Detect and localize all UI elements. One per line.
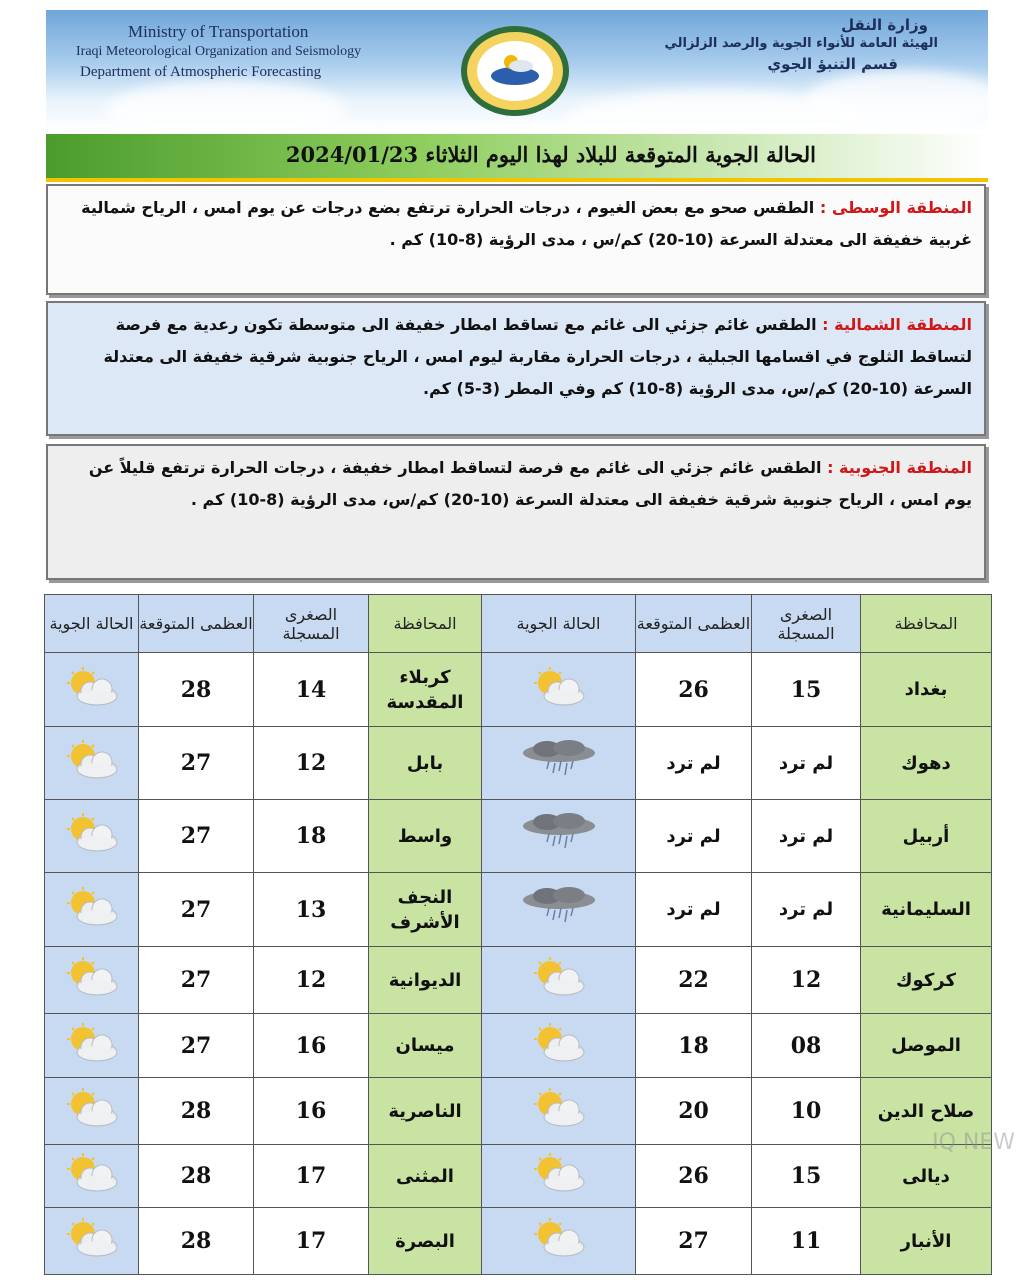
table-row <box>45 727 992 800</box>
min-temp <box>254 800 369 873</box>
english-header <box>76 22 361 81</box>
partly-cloudy-icon <box>530 667 588 713</box>
max-temp <box>636 873 752 947</box>
partly-cloudy-icon <box>63 813 121 859</box>
weather-cell <box>482 1014 636 1078</box>
max-temp <box>139 800 254 873</box>
table-row <box>45 873 992 947</box>
max-temp-text: 27 <box>180 750 212 776</box>
partly-cloudy-icon <box>530 957 588 1003</box>
weather-cell <box>482 1208 636 1275</box>
max-temp-text: 22 <box>678 967 709 993</box>
min-temp <box>752 1014 861 1078</box>
max-temp-text: 20 <box>678 1098 709 1124</box>
weather-cell <box>45 800 139 873</box>
weather-cell <box>45 653 139 727</box>
min-temp <box>254 1208 369 1275</box>
min-temp <box>254 947 369 1014</box>
min-temp <box>752 1145 861 1208</box>
min-temp <box>254 1014 369 1078</box>
weather-cell <box>45 727 139 800</box>
max-temp <box>139 873 254 947</box>
ar-department: قسم التنبؤ الجوي <box>767 55 898 73</box>
table-row <box>45 653 992 727</box>
province-name <box>861 800 992 873</box>
partly-cloudy-icon <box>530 1088 588 1134</box>
header-weather: الحالة الجوية <box>45 595 139 653</box>
province-name <box>369 800 482 873</box>
max-temp-text: 28 <box>180 1098 212 1124</box>
province-name-text: صلاح الدين <box>877 1100 975 1122</box>
max-temp <box>636 1014 752 1078</box>
organization-logo <box>459 24 571 118</box>
min-temp <box>752 947 861 1014</box>
max-temp <box>139 1208 254 1275</box>
region-central-name: المنطقة الوسطى : <box>819 198 972 217</box>
max-temp-text: 26 <box>678 676 709 703</box>
max-temp <box>636 800 752 873</box>
min-temp-text: 10 <box>790 1098 822 1124</box>
min-temp-text: لم ترد <box>778 899 834 920</box>
en-department: Department of Atmospheric Forecasting <box>80 64 322 80</box>
min-temp <box>254 1145 369 1208</box>
rain-cloud-icon <box>517 739 601 787</box>
min-temp <box>752 727 861 800</box>
max-temp <box>139 947 254 1014</box>
table-header-row <box>45 595 992 653</box>
min-temp <box>254 727 369 800</box>
min-temp-text: 11 <box>790 1228 822 1254</box>
weather-cell <box>482 1078 636 1145</box>
min-temp-text: 13 <box>295 896 327 923</box>
partly-cloudy-icon <box>63 667 121 713</box>
ar-organization: الهيئة العامة للأنواء الجوية والرصد الزلزالي <box>664 36 938 51</box>
province-name-text: ديالى <box>902 1165 950 1187</box>
province-name <box>861 947 992 1014</box>
min-temp-text: 12 <box>790 967 822 993</box>
province-name-text: واسط <box>397 825 453 847</box>
province-name-text: الأنبار <box>900 1230 952 1252</box>
partly-cloudy-icon <box>63 740 121 786</box>
partly-cloudy-icon <box>63 1023 121 1069</box>
partly-cloudy-icon <box>63 1218 121 1264</box>
header-max: العظمى المتوقعة <box>636 595 752 653</box>
partly-cloudy-icon <box>63 1088 121 1134</box>
region-south-text: الطقس غائم جزئي الى غائم مع فرصة لتساقط امطار خفيفة ، درجات الحرارة ترتفع قليلاً عن يوم امس ، الرياح جنوبية شرقية خفيفة الى معتدلة السرعة (10-20) كم/س، مدى الرؤية (8-10) كم . <box>88 458 972 509</box>
region-north-text: الطقس غائم جزئي الى غائم مع تساقط امطار خفيفة الى متوسطة تكون رعدية مع فرصة لتساقط الثلوج في اقسامها الجبلية ، درجات الحرارة مقاربة ليوم امس ، الرياح جنوبية شرقية خفيفة الى معتدلة السرعة (10-20) كم/س، مدى الرؤية (8-10) كم وفي المطر (3-5) كم. <box>103 315 972 398</box>
province-name <box>369 1208 482 1275</box>
page-title: الحالة الجوية المتوقعة للبلاد لهذا اليوم الثلاثاء 2024/01/23 <box>285 142 816 167</box>
province-name <box>369 727 482 800</box>
partly-cloudy-icon <box>63 887 121 933</box>
province-name-text: الناصرية <box>388 1100 462 1122</box>
weather-cell <box>482 873 636 947</box>
min-temp <box>752 1078 861 1145</box>
weather-cell <box>45 1208 139 1275</box>
weather-cell <box>482 947 636 1014</box>
forecast-table <box>44 594 992 1275</box>
min-temp-text: 15 <box>790 676 822 703</box>
min-temp <box>752 800 861 873</box>
province-name <box>369 1014 482 1078</box>
province-name <box>861 727 992 800</box>
province-name-text: كركوك <box>896 969 956 991</box>
header-min: الصغرى المسجلة <box>254 595 369 653</box>
weather-cell <box>45 1014 139 1078</box>
max-temp <box>636 727 752 800</box>
partly-cloudy-icon <box>530 1153 588 1199</box>
max-temp <box>636 653 752 727</box>
weather-cell <box>482 653 636 727</box>
min-temp <box>752 653 861 727</box>
min-temp-text: 16 <box>295 1098 327 1124</box>
max-temp <box>139 1014 254 1078</box>
max-temp-text: لم ترد <box>666 752 721 774</box>
max-temp <box>636 947 752 1014</box>
table-row <box>45 1078 992 1145</box>
province-name-text: البصرة <box>395 1230 455 1252</box>
partly-cloudy-icon <box>63 1153 121 1199</box>
region-central-text: الطقس صحو مع بعض الغيوم ، درجات الحرارة ترتفع بضع درجات عن يوم امس ، الرياح شمالية غربية خفيفة الى معتدلة السرعة (10-20) كم/س ، مدى الرؤية (8-10) كم . <box>81 198 972 249</box>
region-south <box>46 444 986 580</box>
header-weather: الحالة الجوية <box>482 595 636 653</box>
province-name <box>861 1014 992 1078</box>
table-row <box>45 1145 992 1208</box>
min-temp-text: 16 <box>295 1032 327 1059</box>
region-central <box>46 184 986 295</box>
province-name-text: أربيل <box>902 825 950 847</box>
table-row <box>45 1014 992 1078</box>
partly-cloudy-icon <box>530 1218 588 1264</box>
province-name-text: المثنى <box>396 1165 454 1187</box>
min-temp-text: 15 <box>790 1163 822 1189</box>
weather-cell <box>45 873 139 947</box>
min-temp <box>254 653 369 727</box>
max-temp <box>139 1078 254 1145</box>
max-temp-text: 27 <box>180 1032 212 1059</box>
header-min: الصغرى المسجلة <box>752 595 861 653</box>
weather-cell <box>45 947 139 1014</box>
province-name-text: النجف الأشرف <box>390 886 460 933</box>
province-name <box>369 947 482 1014</box>
min-temp-text: 17 <box>295 1163 327 1189</box>
province-name-text: الديوانية <box>388 969 462 991</box>
en-ministry: Ministry of Transportation <box>128 22 309 41</box>
region-north <box>46 301 986 436</box>
weather-cell <box>482 727 636 800</box>
watermark: IQ NEW <box>932 1130 1015 1155</box>
max-temp <box>139 653 254 727</box>
province-name <box>861 1208 992 1275</box>
min-temp-text: لم ترد <box>778 752 834 774</box>
min-temp-text: 12 <box>295 750 327 776</box>
province-name-text: السليمانية <box>881 899 971 920</box>
max-temp-text: 27 <box>180 967 212 993</box>
weather-cell <box>482 800 636 873</box>
min-temp <box>752 1208 861 1275</box>
title-bar <box>46 134 988 182</box>
max-temp-text: 28 <box>180 1228 212 1254</box>
weather-cell <box>45 1145 139 1208</box>
max-temp-text: 27 <box>180 896 212 923</box>
min-temp-text: لم ترد <box>778 825 834 847</box>
min-temp-text: 17 <box>295 1228 327 1254</box>
province-name-text: ميسان <box>395 1035 455 1056</box>
max-temp-text: لم ترد <box>666 825 721 847</box>
table-row <box>45 947 992 1014</box>
region-north-name: المنطقة الشمالية : <box>822 315 972 334</box>
header-province: المحافظة <box>861 595 992 653</box>
header-max: العظمى المتوقعة <box>139 595 254 653</box>
min-temp <box>254 873 369 947</box>
max-temp <box>636 1208 752 1275</box>
min-temp-text: 08 <box>790 1032 822 1059</box>
province-name <box>369 1078 482 1145</box>
max-temp-text: 28 <box>180 676 212 703</box>
province-name <box>369 873 482 947</box>
min-temp <box>752 873 861 947</box>
partly-cloudy-icon <box>530 1023 588 1069</box>
province-name-text: بغداد <box>904 679 948 700</box>
max-temp-text: 27 <box>180 823 212 849</box>
max-temp-text: 26 <box>678 1163 709 1189</box>
table-row <box>45 800 992 873</box>
rain-cloud-icon <box>517 812 601 860</box>
arabic-header <box>664 16 938 73</box>
max-temp <box>139 1145 254 1208</box>
max-temp-text: 27 <box>678 1228 709 1254</box>
en-organization: Iraqi Meteorological Organization and Seismology <box>76 44 362 59</box>
province-name <box>369 1145 482 1208</box>
partly-cloudy-icon <box>63 957 121 1003</box>
region-south-name: المنطقة الجنوبية : <box>827 458 972 477</box>
province-name-text: دهوك <box>901 752 951 774</box>
table-row <box>45 1208 992 1275</box>
min-temp-text: 18 <box>295 823 327 849</box>
weather-cell <box>45 1078 139 1145</box>
province-name <box>861 653 992 727</box>
province-name <box>861 873 992 947</box>
rain-cloud-icon <box>517 886 601 934</box>
min-temp-text: 14 <box>295 676 327 703</box>
max-temp-text: لم ترد <box>666 899 721 920</box>
max-temp-text: 18 <box>678 1032 709 1059</box>
header-banner <box>46 10 988 130</box>
min-temp <box>254 1078 369 1145</box>
max-temp-text: 28 <box>180 1163 212 1189</box>
ar-ministry: وزارة النقل <box>841 16 928 34</box>
province-name-text: بابل <box>406 752 444 774</box>
header-province: المحافظة <box>369 595 482 653</box>
max-temp <box>139 727 254 800</box>
province-name <box>369 653 482 727</box>
min-temp-text: 12 <box>295 967 327 993</box>
province-name-text: الموصل <box>891 1035 961 1056</box>
weather-cell <box>482 1145 636 1208</box>
province-name-text: كربلاء المقدسة <box>386 666 464 713</box>
max-temp <box>636 1078 752 1145</box>
max-temp <box>636 1145 752 1208</box>
